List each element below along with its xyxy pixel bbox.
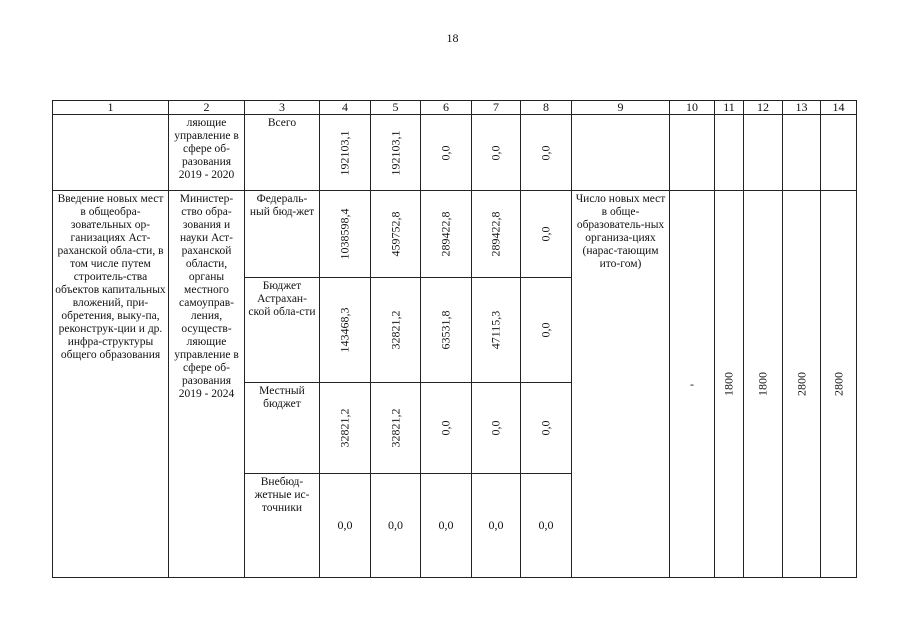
target-value: 1800 bbox=[715, 191, 744, 578]
target-value: 2800 bbox=[821, 191, 857, 578]
value-cell: 0,0 bbox=[421, 115, 472, 191]
col-number: 10 bbox=[670, 101, 715, 115]
empty-cell bbox=[670, 115, 715, 191]
value-cell: 0,0 bbox=[521, 191, 572, 278]
empty-cell bbox=[821, 115, 857, 191]
target-value: 2800 bbox=[783, 191, 821, 578]
value-cell: 0,0 bbox=[521, 115, 572, 191]
value-cell: 0,0 bbox=[371, 474, 421, 578]
value-cell: 0,0 bbox=[521, 278, 572, 383]
col-number: 7 bbox=[472, 101, 521, 115]
value-cell: 32821,2 bbox=[371, 383, 421, 474]
value-cell: 192103,1 bbox=[371, 115, 421, 191]
col-number: 1 bbox=[53, 101, 169, 115]
source-name: Бюджет Астрахан-ской обла-сти bbox=[245, 278, 320, 383]
source-row-federal bbox=[53, 191, 857, 278]
continued-row bbox=[53, 115, 857, 191]
col-number: 14 bbox=[821, 101, 857, 115]
program-table bbox=[52, 100, 857, 578]
value-cell: 192103,1 bbox=[320, 115, 371, 191]
target-value: 1800 bbox=[744, 191, 783, 578]
value-cell: 0,0 bbox=[521, 474, 572, 578]
empty-cell bbox=[53, 115, 169, 191]
measure-executor: Министер-ство обра-зования и науки Аст-раханской области, органы местного самоуправ-ления, осуществ-ляющие управление в сфере об-разования 2019 - 2024 bbox=[169, 191, 245, 578]
value-cell: 47115,3 bbox=[472, 278, 521, 383]
col-number: 8 bbox=[521, 101, 572, 115]
column-number-row bbox=[53, 101, 857, 115]
col-number: 13 bbox=[783, 101, 821, 115]
col-number: 6 bbox=[421, 101, 472, 115]
value-cell: 143468,3 bbox=[320, 278, 371, 383]
value-cell: 32821,2 bbox=[371, 278, 421, 383]
source-total: Всего bbox=[245, 115, 320, 191]
col10-value: - bbox=[670, 191, 715, 578]
executor-continued: ляющие управление в сфере об-разования 2019 - 2020 bbox=[169, 115, 245, 191]
measure-name: Введение новых мест в общеобра-зовательных ор-ганизациях Аст-раханской обла-сти, в том числе путем строитель-ства объектов капитальных вложений, при-обретения, выку-па, реконструк-ции и др. инфра-структуры общего образования bbox=[53, 191, 169, 578]
indicator-name: Число новых мест в обще-образователь-ных организа-циях (нарас-тающим ито-гом) bbox=[572, 191, 670, 578]
value-cell: 0,0 bbox=[472, 474, 521, 578]
value-cell: 289422,8 bbox=[421, 191, 472, 278]
source-name: Местный бюджет bbox=[245, 383, 320, 474]
empty-cell bbox=[572, 115, 670, 191]
value-cell: 63531,8 bbox=[421, 278, 472, 383]
col-number: 4 bbox=[320, 101, 371, 115]
value-cell: 1038598,4 bbox=[320, 191, 371, 278]
value-cell: 0,0 bbox=[320, 474, 371, 578]
value-cell: 0,0 bbox=[472, 115, 521, 191]
col-number: 5 bbox=[371, 101, 421, 115]
source-name: Внебюд-жетные ис-точники bbox=[245, 474, 320, 578]
value-cell: 0,0 bbox=[421, 383, 472, 474]
value-cell: 0,0 bbox=[421, 474, 472, 578]
page-number: 18 bbox=[446, 31, 459, 45]
col-number: 9 bbox=[572, 101, 670, 115]
empty-cell bbox=[744, 115, 783, 191]
empty-cell bbox=[715, 115, 744, 191]
col-number: 2 bbox=[169, 101, 245, 115]
col-number: 12 bbox=[744, 101, 783, 115]
value-cell: 32821,2 bbox=[320, 383, 371, 474]
source-name: Федераль-ный бюд-жет bbox=[245, 191, 320, 278]
col-number: 11 bbox=[715, 101, 744, 115]
value-cell: 0,0 bbox=[472, 383, 521, 474]
value-cell: 0,0 bbox=[521, 383, 572, 474]
col-number: 3 bbox=[245, 101, 320, 115]
value-cell: 459752,8 bbox=[371, 191, 421, 278]
empty-cell bbox=[783, 115, 821, 191]
value-cell: 289422,8 bbox=[472, 191, 521, 278]
